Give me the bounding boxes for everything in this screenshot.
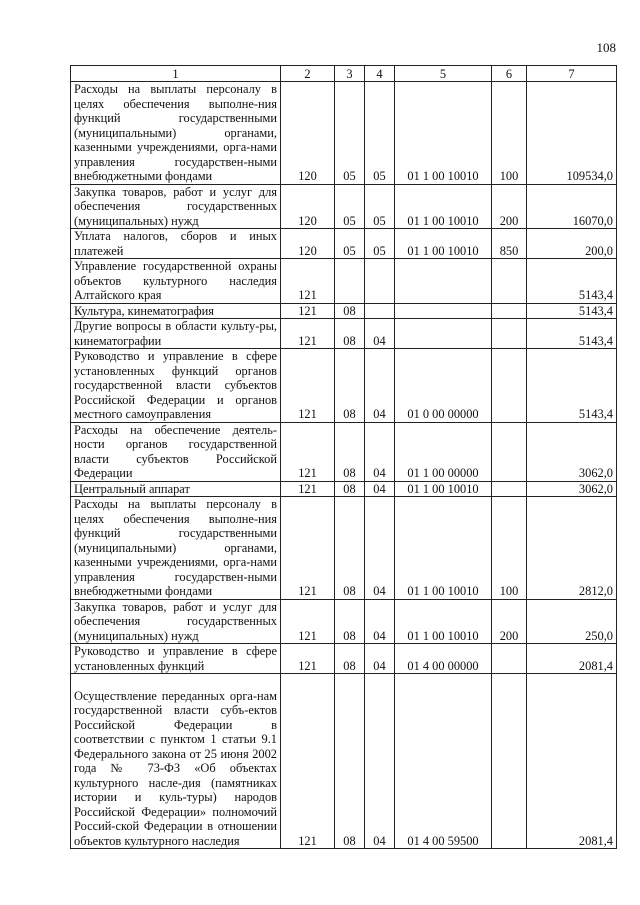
expense-type-code: 200 bbox=[492, 599, 527, 644]
section-code: 08 bbox=[335, 481, 365, 497]
budget-table bbox=[70, 65, 617, 849]
section-code: 08 bbox=[335, 674, 365, 849]
section-code: 05 bbox=[335, 184, 365, 229]
table-header bbox=[71, 66, 617, 82]
row-name: Управление государственной охраны объектов культурного наследия Алтайского края bbox=[71, 259, 281, 304]
target-article-code bbox=[395, 303, 492, 319]
section-code: 08 bbox=[335, 422, 365, 481]
section-code: 08 bbox=[335, 349, 365, 423]
table-body bbox=[71, 82, 617, 849]
subsection-code: 04 bbox=[365, 497, 395, 600]
subsection-code bbox=[365, 303, 395, 319]
section-code: 08 bbox=[335, 497, 365, 600]
section-code: 05 bbox=[335, 82, 365, 185]
amount: 5143,4 bbox=[527, 303, 617, 319]
target-article-code: 01 1 00 10010 bbox=[395, 481, 492, 497]
expense-type-code: 200 bbox=[492, 184, 527, 229]
table-row bbox=[71, 303, 617, 319]
target-article-code: 01 1 00 10010 bbox=[395, 184, 492, 229]
budget-admin-code: 121 bbox=[281, 599, 335, 644]
row-name: Расходы на выплаты персоналу в целях обеспечения выполне-ния функций государственными (муниципальными) органами, казенными учреждениями, орга-нами управления государствен-ными внебюджетными фондами bbox=[71, 497, 281, 600]
header-cell: 6 bbox=[492, 66, 527, 82]
table-row bbox=[71, 82, 617, 185]
section-code bbox=[335, 259, 365, 304]
amount: 3062,0 bbox=[527, 422, 617, 481]
amount: 2081,4 bbox=[527, 644, 617, 674]
amount: 200,0 bbox=[527, 229, 617, 259]
table-row bbox=[71, 422, 617, 481]
budget-admin-code: 120 bbox=[281, 229, 335, 259]
header-cell: 2 bbox=[281, 66, 335, 82]
header-row bbox=[71, 66, 617, 82]
budget-admin-code: 121 bbox=[281, 349, 335, 423]
table-row bbox=[71, 481, 617, 497]
row-name: Руководство и управление в сфере установленных функций bbox=[71, 644, 281, 674]
row-name: Расходы на обеспечение деятель-ности органов государственной власти субъектов Российской Федерации bbox=[71, 422, 281, 481]
row-name: Другие вопросы в области культу-ры, кинематографии bbox=[71, 319, 281, 349]
budget-admin-code: 121 bbox=[281, 259, 335, 304]
row-name: Осуществление переданных орга-нам государственной власти субъ-ектов Российской Федерации в соответствии с пунктом 1 статьи 9.1 Федерального закона от 25 июня 2002 года № 73-ФЗ «Об объектах культурного насле-дия (памятниках истории и куль-туры) народов Российской Федерации» полномочий Россий-ской Федерации в отношении объектов культурного наследия bbox=[71, 674, 281, 849]
page-number: 108 bbox=[596, 40, 616, 55]
table-row bbox=[71, 184, 617, 229]
target-article-code bbox=[395, 259, 492, 304]
expense-type-code bbox=[492, 644, 527, 674]
target-article-code bbox=[395, 319, 492, 349]
budget-admin-code: 121 bbox=[281, 422, 335, 481]
subsection-code: 04 bbox=[365, 644, 395, 674]
expense-type-code: 850 bbox=[492, 229, 527, 259]
budget-admin-code: 121 bbox=[281, 644, 335, 674]
subsection-code: 04 bbox=[365, 481, 395, 497]
expense-type-code bbox=[492, 674, 527, 849]
target-article-code: 01 1 00 10010 bbox=[395, 497, 492, 600]
target-article-code: 01 1 00 10010 bbox=[395, 229, 492, 259]
header-cell: 4 bbox=[365, 66, 395, 82]
table-row bbox=[71, 644, 617, 674]
section-code: 08 bbox=[335, 644, 365, 674]
target-article-code: 01 4 00 00000 bbox=[395, 644, 492, 674]
expense-type-code bbox=[492, 303, 527, 319]
budget-admin-code: 121 bbox=[281, 303, 335, 319]
amount: 5143,4 bbox=[527, 349, 617, 423]
expense-type-code bbox=[492, 319, 527, 349]
subsection-code: 04 bbox=[365, 319, 395, 349]
amount: 16070,0 bbox=[527, 184, 617, 229]
budget-admin-code: 120 bbox=[281, 184, 335, 229]
row-name: Закупка товаров, работ и услуг для обеспечения государственных (муниципальных) нужд bbox=[71, 184, 281, 229]
table-row bbox=[71, 259, 617, 304]
budget-admin-code: 121 bbox=[281, 674, 335, 849]
section-code: 08 bbox=[335, 303, 365, 319]
section-code: 08 bbox=[335, 319, 365, 349]
row-name: Культура, кинематография bbox=[71, 303, 281, 319]
budget-admin-code: 121 bbox=[281, 497, 335, 600]
expense-type-code: 100 bbox=[492, 82, 527, 185]
section-code: 08 bbox=[335, 599, 365, 644]
subsection-code: 05 bbox=[365, 184, 395, 229]
expense-type-code bbox=[492, 481, 527, 497]
row-name: Центральный аппарат bbox=[71, 481, 281, 497]
amount: 2812,0 bbox=[527, 497, 617, 600]
amount: 109534,0 bbox=[527, 82, 617, 185]
header-cell: 1 bbox=[71, 66, 281, 82]
amount: 5143,4 bbox=[527, 319, 617, 349]
subsection-code: 05 bbox=[365, 82, 395, 185]
table-row bbox=[71, 599, 617, 644]
table-row bbox=[71, 229, 617, 259]
target-article-code: 01 0 00 00000 bbox=[395, 349, 492, 423]
subsection-code: 04 bbox=[365, 349, 395, 423]
header-cell: 5 bbox=[395, 66, 492, 82]
header-cell: 3 bbox=[335, 66, 365, 82]
row-name: Руководство и управление в сфере установленных функций органов государственной власти субъектов Российской Федерации и органов местного самоуправления bbox=[71, 349, 281, 423]
amount: 5143,4 bbox=[527, 259, 617, 304]
table-row bbox=[71, 349, 617, 423]
row-name: Расходы на выплаты персоналу в целях обеспечения выполне-ния функций государственными (муниципальными) органами, казенными учреждениями, орга-нами управления государствен-ными внебюджетными фондами bbox=[71, 82, 281, 185]
subsection-code: 04 bbox=[365, 674, 395, 849]
target-article-code: 01 4 00 59500 bbox=[395, 674, 492, 849]
subsection-code: 04 bbox=[365, 599, 395, 644]
amount: 2081,4 bbox=[527, 674, 617, 849]
expense-type-code bbox=[492, 422, 527, 481]
target-article-code: 01 1 00 00000 bbox=[395, 422, 492, 481]
row-name: Закупка товаров, работ и услуг для обеспечения государственных (муниципальных) нужд bbox=[71, 599, 281, 644]
subsection-code bbox=[365, 259, 395, 304]
subsection-code: 04 bbox=[365, 422, 395, 481]
amount: 3062,0 bbox=[527, 481, 617, 497]
expense-type-code: 100 bbox=[492, 497, 527, 600]
subsection-code: 05 bbox=[365, 229, 395, 259]
budget-admin-code: 121 bbox=[281, 481, 335, 497]
table-row bbox=[71, 497, 617, 600]
section-code: 05 bbox=[335, 229, 365, 259]
budget-admin-code: 120 bbox=[281, 82, 335, 185]
target-article-code: 01 1 00 10010 bbox=[395, 599, 492, 644]
row-name: Уплата налогов, сборов и иных платежей bbox=[71, 229, 281, 259]
budget-admin-code: 121 bbox=[281, 319, 335, 349]
expense-type-code bbox=[492, 349, 527, 423]
table-row bbox=[71, 674, 617, 849]
expense-type-code bbox=[492, 259, 527, 304]
header-cell: 7 bbox=[527, 66, 617, 82]
amount: 250,0 bbox=[527, 599, 617, 644]
target-article-code: 01 1 00 10010 bbox=[395, 82, 492, 185]
table-row bbox=[71, 319, 617, 349]
